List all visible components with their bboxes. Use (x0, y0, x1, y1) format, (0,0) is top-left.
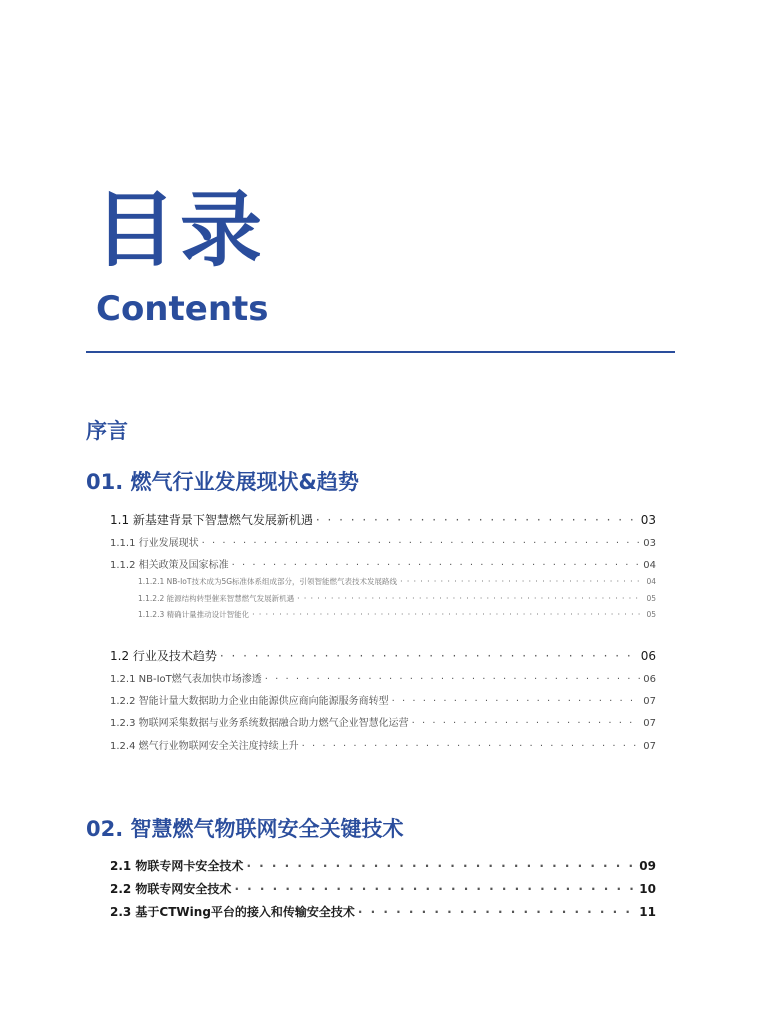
leader-dots (232, 560, 641, 571)
preface-heading[interactable]: 序言 (86, 419, 128, 443)
leader-dots (392, 696, 641, 707)
toc-entry-1-1-2-2[interactable] (138, 593, 656, 604)
section-02-heading[interactable]: 02. 智慧燃气物联网安全关键技术 (86, 817, 404, 841)
leader-dots (234, 882, 636, 896)
toc-entry-page: 04 (643, 560, 656, 571)
toc-entry-label: 1.1.1 行业发展现状 (110, 538, 199, 549)
toc-entry-1-1[interactable] (110, 511, 656, 528)
toc-entry-page: 05 (646, 594, 656, 603)
toc-entry-1-2-2[interactable] (110, 692, 656, 707)
toc-entry-1-1-2-3[interactable] (138, 609, 656, 620)
toc-entry-label: 1.2.3 物联网采集数据与业务系统数据融合助力燃气企业智慧化运营 (110, 718, 409, 729)
toc-entry-label: 1.2.1 NB-IoT燃气表加快市场渗透 (110, 674, 262, 685)
toc-entry-1-2[interactable] (110, 647, 656, 664)
toc-entry-page: 04 (646, 577, 656, 586)
leader-dots (400, 577, 643, 586)
toc-entry-1-1-2-1[interactable] (138, 576, 656, 587)
toc-entry-page: 05 (646, 610, 656, 619)
toc-entry-page: 09 (639, 859, 656, 873)
toc-entry-page: 11 (639, 905, 656, 919)
leader-dots (252, 610, 643, 619)
toc-entry-page: 07 (643, 696, 656, 707)
leader-dots (265, 674, 641, 685)
toc-entry-label: 1.1.2.1 NB-IoT技术成为5G标准体系组成部分，引领智能燃气表技术发展路线 (138, 577, 398, 586)
page-title-en: Contents (96, 289, 269, 329)
toc-entry-label: 2.1 物联专网卡安全技术 (110, 859, 244, 873)
toc-entry-2-1[interactable] (110, 857, 656, 874)
toc-entry-page: 03 (640, 513, 656, 527)
leader-dots (297, 594, 643, 603)
toc-entry-label: 1.1.2.3 精确计量推动设计智能化 (138, 610, 250, 619)
leader-dots (202, 538, 641, 549)
toc-entry-label: 1.2 行业及技术趋势 (110, 649, 217, 663)
toc-entry-page: 07 (643, 741, 656, 752)
toc-entry-1-2-4[interactable] (110, 737, 656, 752)
toc-entry-page: 07 (643, 718, 656, 729)
toc-entry-label: 1.2.2 智能计量大数据助力企业由能源供应商向能源服务商转型 (110, 696, 389, 707)
toc-entry-label: 1.1.2.2 能源结构转型催来智慧燃气发展新机遇 (138, 594, 295, 603)
leader-dots (316, 513, 638, 527)
title-divider (86, 351, 675, 353)
toc-entry-2-3[interactable] (110, 903, 656, 920)
toc-entry-label: 1.2.4 燃气行业物联网安全关注度持续上升 (110, 741, 299, 752)
section-01-heading[interactable]: 01. 燃气行业发展现状&趋势 (86, 470, 359, 494)
leader-dots (220, 649, 638, 663)
leader-dots (412, 718, 641, 729)
leader-dots (358, 905, 636, 919)
toc-entry-1-1-1[interactable] (110, 534, 656, 549)
toc-entry-page: 03 (643, 538, 656, 549)
toc-entry-page: 06 (640, 649, 656, 663)
leader-dots (246, 859, 636, 873)
toc-entry-1-1-2[interactable] (110, 556, 656, 571)
toc-entry-1-2-3[interactable] (110, 714, 656, 729)
toc-entry-page: 06 (643, 674, 656, 685)
toc-entry-label: 2.2 物联专网安全技术 (110, 882, 232, 896)
toc-entry-label: 2.3 基于CTWing平台的接入和传输安全技术 (110, 905, 355, 919)
toc-entry-label: 1.1 新基建背景下智慧燃气发展新机遇 (110, 513, 313, 527)
page-title-cn: 目录 (94, 183, 267, 278)
toc-entry-1-2-1[interactable] (110, 670, 656, 685)
leader-dots (302, 741, 641, 752)
toc-entry-page: 10 (639, 882, 656, 896)
toc-entry-2-2[interactable] (110, 880, 656, 897)
toc-entry-label: 1.1.2 相关政策及国家标准 (110, 560, 229, 571)
